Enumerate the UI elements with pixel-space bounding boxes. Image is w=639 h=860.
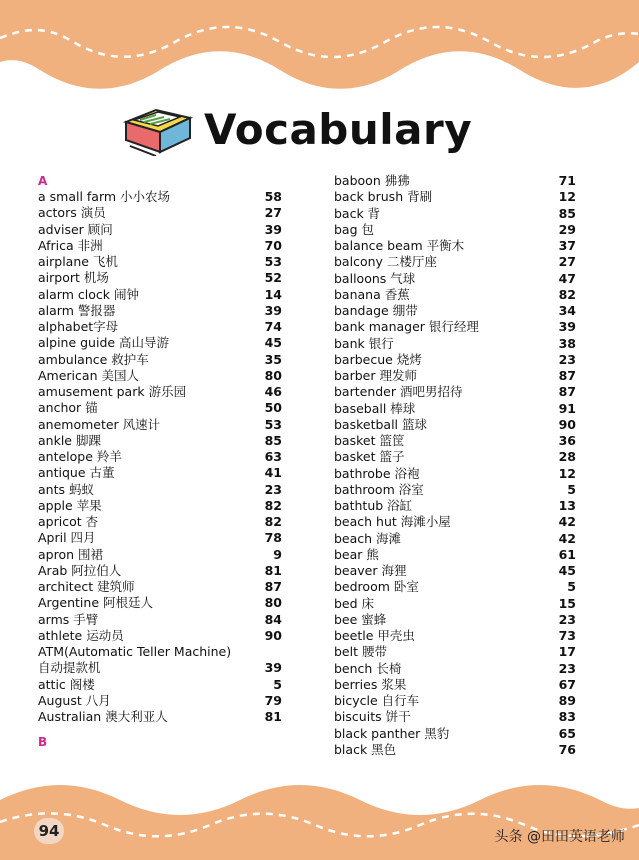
entry-word: baseball 棒球 bbox=[334, 400, 416, 416]
entry-page: 42 bbox=[558, 514, 576, 530]
entry-word: a small farm 小小农场 bbox=[38, 189, 171, 204]
entry-page: 5 bbox=[567, 481, 576, 497]
entry-word: bedroom 卧室 bbox=[334, 579, 419, 595]
entry-page: 39 bbox=[558, 319, 576, 335]
entry-word: apple 苹果 bbox=[38, 497, 102, 513]
entry-page: 53 bbox=[264, 254, 282, 269]
vocab-entry bbox=[334, 514, 576, 530]
vocab-entry bbox=[38, 693, 282, 709]
vocab-entry bbox=[38, 433, 282, 449]
entry-word: baboon 狒狒 bbox=[334, 173, 410, 188]
entry-page: 63 bbox=[264, 449, 282, 464]
entry-page: 23 bbox=[558, 351, 576, 367]
entry-page: 80 bbox=[264, 367, 282, 383]
vocab-entry bbox=[334, 206, 576, 222]
entry-page: 5 bbox=[273, 676, 282, 692]
vocab-entry bbox=[334, 531, 576, 547]
entry-page: 87 bbox=[264, 579, 282, 594]
entry-page: 46 bbox=[264, 384, 282, 399]
entry-page: 27 bbox=[264, 205, 282, 221]
vocab-entry bbox=[38, 254, 282, 270]
entry-word: Argentine 阿根廷人 bbox=[38, 595, 153, 611]
entry-word: American 美国人 bbox=[38, 367, 139, 383]
entry-word: basketball 篮球 bbox=[334, 416, 428, 432]
entry-word: balcony 二楼厅座 bbox=[334, 254, 437, 270]
entry-page: 85 bbox=[558, 205, 576, 221]
vocab-entry bbox=[38, 303, 282, 319]
entry-word: berries 浆果 bbox=[334, 676, 407, 692]
vocab-entry bbox=[334, 612, 576, 628]
vocab-entry bbox=[334, 693, 576, 709]
entry-word: actors 演员 bbox=[38, 205, 106, 221]
entry-word: alarm 警报器 bbox=[38, 302, 116, 318]
entry-list-right bbox=[334, 173, 576, 758]
entry-page: 52 bbox=[264, 270, 282, 286]
entry-word: 自动提款机 bbox=[38, 660, 101, 676]
entry-word: attic 阁楼 bbox=[38, 676, 95, 692]
vocab-entry bbox=[38, 628, 282, 644]
vocab-entry bbox=[38, 547, 282, 563]
entry-word: antique 古董 bbox=[38, 465, 115, 481]
vocab-entry bbox=[38, 368, 282, 384]
section-letter-a: A bbox=[38, 174, 48, 188]
entry-page: 87 bbox=[558, 384, 576, 400]
vocab-entry bbox=[334, 677, 576, 693]
entry-page: 61 bbox=[558, 546, 576, 562]
vocab-entry bbox=[38, 319, 282, 335]
vocab-column-left bbox=[38, 173, 282, 750]
entry-page: 14 bbox=[264, 286, 282, 302]
entry-page: 13 bbox=[558, 498, 576, 513]
vocab-entry bbox=[38, 530, 282, 546]
watermark: 头条 @田田英语老师 bbox=[494, 829, 625, 845]
entry-page: 76 bbox=[558, 741, 576, 757]
entry-word: bee 蜜蜂 bbox=[334, 611, 387, 627]
vocab-entry bbox=[334, 222, 576, 238]
vocab-entry bbox=[334, 644, 576, 660]
vocab-column-right bbox=[334, 173, 576, 758]
vocab-entry bbox=[38, 352, 282, 368]
entry-page: 45 bbox=[264, 335, 282, 351]
vocab-entry bbox=[334, 661, 576, 677]
vocab-entry bbox=[38, 514, 282, 530]
entry-page: 81 bbox=[264, 562, 282, 578]
page-number: 94 bbox=[34, 818, 64, 844]
vocab-entry bbox=[334, 287, 576, 303]
entry-word: bed 床 bbox=[334, 595, 375, 611]
entry-word: antelope 羚羊 bbox=[38, 449, 122, 464]
vocab-entry bbox=[38, 238, 282, 254]
entry-word: April 四月 bbox=[38, 530, 96, 546]
entry-page: 50 bbox=[264, 400, 282, 416]
vocab-entry bbox=[334, 449, 576, 465]
entry-page: 12 bbox=[558, 189, 576, 205]
vocab-entry bbox=[38, 222, 282, 238]
entry-page: 71 bbox=[558, 173, 576, 188]
entry-page: 79 bbox=[264, 692, 282, 708]
entry-page: 67 bbox=[558, 676, 576, 692]
entry-page: 34 bbox=[558, 303, 576, 318]
entry-word: Africa 非洲 bbox=[38, 237, 103, 253]
entry-list-left-tail bbox=[38, 677, 282, 726]
entry-word: airport 机场 bbox=[38, 270, 109, 286]
vocab-entry bbox=[334, 466, 576, 482]
entry-word: bench 长椅 bbox=[334, 660, 402, 676]
entry-word: anemometer 风速计 bbox=[38, 416, 161, 432]
entry-word: ankle 脚踝 bbox=[38, 432, 101, 448]
vocab-entry bbox=[38, 189, 282, 205]
entry-list-left bbox=[38, 189, 282, 644]
entry-word: apron 围裙 bbox=[38, 546, 104, 562]
vocab-entry bbox=[334, 498, 576, 514]
entry-page: 82 bbox=[264, 497, 282, 513]
vocab-entry bbox=[38, 270, 282, 286]
vocab-entry bbox=[334, 563, 576, 579]
vocab-entry bbox=[334, 417, 576, 433]
vocab-entry bbox=[334, 271, 576, 287]
entry-page: 84 bbox=[264, 611, 282, 627]
entry-page: 85 bbox=[264, 432, 282, 448]
vocab-entry bbox=[38, 595, 282, 611]
entry-word: balloons 气球 bbox=[334, 270, 416, 286]
entry-page: 45 bbox=[558, 563, 576, 578]
vocab-entry bbox=[38, 417, 282, 433]
entry-word: adviser 顾问 bbox=[38, 221, 113, 237]
section-letter-b: B bbox=[38, 735, 48, 750]
entry-page: 23 bbox=[558, 611, 576, 627]
entry-page: 5 bbox=[567, 579, 576, 595]
vocab-entry bbox=[334, 319, 576, 335]
entry-word: ATM(Automatic Teller Machine) bbox=[38, 644, 232, 659]
entry-word: bandage 绷带 bbox=[334, 303, 418, 318]
entry-page: 47 bbox=[558, 270, 576, 286]
entry-page: 87 bbox=[558, 368, 576, 383]
entry-word: beach 海滩 bbox=[334, 530, 402, 546]
vocab-entry bbox=[38, 579, 282, 595]
entry-page: 9 bbox=[273, 546, 282, 562]
vocab-entry bbox=[334, 709, 576, 725]
entry-word: back brush 背刷 bbox=[334, 189, 433, 205]
entry-word: bank manager 银行经理 bbox=[334, 319, 479, 335]
entry-word: arms 手臂 bbox=[38, 611, 99, 627]
entry-page: 36 bbox=[558, 433, 576, 448]
vocab-entry bbox=[38, 449, 282, 465]
entry-page: 53 bbox=[264, 416, 282, 432]
entry-word: banana 香蕉 bbox=[334, 286, 410, 302]
entry-word: black 黑色 bbox=[334, 741, 397, 757]
vocab-entry bbox=[38, 384, 282, 400]
vocab-entry bbox=[334, 173, 576, 189]
entry-word: alpine guide 高山导游 bbox=[38, 335, 170, 351]
entry-page: 90 bbox=[264, 627, 282, 643]
entry-word: alarm clock 闹钟 bbox=[38, 286, 139, 302]
vocab-entry bbox=[334, 352, 576, 368]
vocab-entry bbox=[334, 384, 576, 400]
open-book-icon bbox=[120, 102, 196, 156]
entry-word: bag 包 bbox=[334, 221, 375, 237]
entry-word: ambulance 救护车 bbox=[38, 351, 149, 367]
entry-word: basket 篮子 bbox=[334, 449, 405, 465]
top-wave-band bbox=[0, 0, 639, 110]
entry-word: back 背 bbox=[334, 205, 381, 221]
entry-word: belt 腰带 bbox=[334, 644, 387, 660]
vocab-entry bbox=[38, 498, 282, 514]
entry-word: bear 熊 bbox=[334, 546, 379, 562]
entry-word: Australian 澳大利亚人 bbox=[38, 709, 168, 724]
vocab-entry bbox=[334, 368, 576, 384]
entry-page: 37 bbox=[558, 238, 576, 253]
entry-page: 27 bbox=[558, 254, 576, 270]
bottom-wave-band bbox=[0, 770, 639, 860]
vocab-entry bbox=[38, 465, 282, 481]
entry-word: beaver 海狸 bbox=[334, 563, 407, 578]
entry-page: 35 bbox=[264, 351, 282, 367]
entry-page: 23 bbox=[558, 660, 576, 676]
vocab-entry bbox=[38, 335, 282, 351]
entry-word: bathrobe 浴袍 bbox=[334, 465, 420, 481]
entry-page: 89 bbox=[558, 693, 576, 708]
page-title: Vocabulary bbox=[204, 105, 473, 154]
vocab-entry bbox=[334, 254, 576, 270]
vocab-entry bbox=[334, 401, 576, 417]
entry-page: 78 bbox=[264, 530, 282, 546]
entry-word: airplane 飞机 bbox=[38, 254, 118, 269]
entry-word: athlete 运动员 bbox=[38, 627, 124, 643]
entry-page: 73 bbox=[558, 628, 576, 643]
vocab-entry bbox=[334, 482, 576, 498]
entry-page: 17 bbox=[558, 644, 576, 660]
title-area bbox=[0, 100, 639, 160]
vocab-entry bbox=[38, 563, 282, 579]
vocab-entry bbox=[38, 205, 282, 221]
entry-page: 12 bbox=[558, 465, 576, 481]
entry-word: anchor 锚 bbox=[38, 400, 98, 416]
vocab-entry bbox=[38, 612, 282, 628]
entry-word: alphabet字母 bbox=[38, 319, 119, 334]
vocab-entry bbox=[38, 482, 282, 498]
vocab-entry bbox=[38, 709, 282, 725]
entry-page: 74 bbox=[264, 319, 282, 334]
vocab-entry bbox=[334, 742, 576, 758]
entry-page: 28 bbox=[558, 449, 576, 465]
entry-word: black panther 黑豹 bbox=[334, 725, 450, 741]
entry-page: 39 bbox=[264, 302, 282, 318]
entry-word: basket 篮筐 bbox=[334, 433, 405, 448]
entry-page: 41 bbox=[264, 465, 282, 481]
entry-word: amusement park 游乐园 bbox=[38, 384, 187, 399]
entry-word: architect 建筑师 bbox=[38, 579, 135, 594]
entry-word: ants 蚂蚁 bbox=[38, 481, 94, 497]
vocab-entry bbox=[334, 238, 576, 254]
entry-page: 65 bbox=[558, 725, 576, 741]
entry-page: 58 bbox=[264, 189, 282, 204]
entry-page: 23 bbox=[264, 481, 282, 497]
entry-word: balance beam 平衡木 bbox=[334, 238, 465, 253]
entry-word: apricot 杏 bbox=[38, 514, 99, 529]
entry-word: bank 银行 bbox=[334, 335, 394, 351]
vocab-entry bbox=[334, 547, 576, 563]
entry-page: 39 bbox=[264, 660, 282, 676]
entry-page: 81 bbox=[264, 709, 282, 724]
entry-word: bathtub 浴缸 bbox=[334, 498, 413, 513]
vocab-entry bbox=[334, 189, 576, 205]
entry-page: 91 bbox=[558, 400, 576, 416]
entry-word: barber 理发师 bbox=[334, 368, 417, 383]
vocab-entry bbox=[334, 726, 576, 742]
entry-word: bicycle 自行车 bbox=[334, 693, 420, 708]
vocab-entry bbox=[38, 660, 282, 676]
entry-page: 80 bbox=[264, 595, 282, 611]
entry-word: barbecue 烧烤 bbox=[334, 351, 422, 367]
entry-page: 15 bbox=[558, 595, 576, 611]
entry-page: 70 bbox=[264, 237, 282, 253]
entry-page: 90 bbox=[558, 416, 576, 432]
entry-word: beetle 甲壳虫 bbox=[334, 628, 415, 643]
vocab-entry bbox=[38, 644, 282, 660]
entry-word: bartender 酒吧男招待 bbox=[334, 384, 463, 400]
vocab-entry bbox=[334, 628, 576, 644]
vocab-entry bbox=[334, 433, 576, 449]
vocab-entry bbox=[334, 303, 576, 319]
entry-word: August 八月 bbox=[38, 692, 111, 708]
entry-word: Arab 阿拉伯人 bbox=[38, 562, 122, 578]
entry-word: bathroom 浴室 bbox=[334, 481, 424, 497]
entry-page: 82 bbox=[264, 514, 282, 529]
vocab-entry bbox=[38, 287, 282, 303]
entry-page: 38 bbox=[558, 335, 576, 351]
entry-word: biscuits 饼干 bbox=[334, 709, 411, 725]
vocab-entry bbox=[334, 596, 576, 612]
vocab-entry bbox=[334, 579, 576, 595]
vocab-entry bbox=[334, 336, 576, 352]
entry-page: 39 bbox=[264, 221, 282, 237]
vocab-entry bbox=[38, 677, 282, 693]
entry-page: 82 bbox=[558, 286, 576, 302]
entry-page: 42 bbox=[558, 530, 576, 546]
entry-page: 83 bbox=[558, 709, 576, 725]
vocab-entry bbox=[38, 400, 282, 416]
entry-word: beach hut 海滩小屋 bbox=[334, 514, 451, 530]
entry-page: 29 bbox=[558, 221, 576, 237]
